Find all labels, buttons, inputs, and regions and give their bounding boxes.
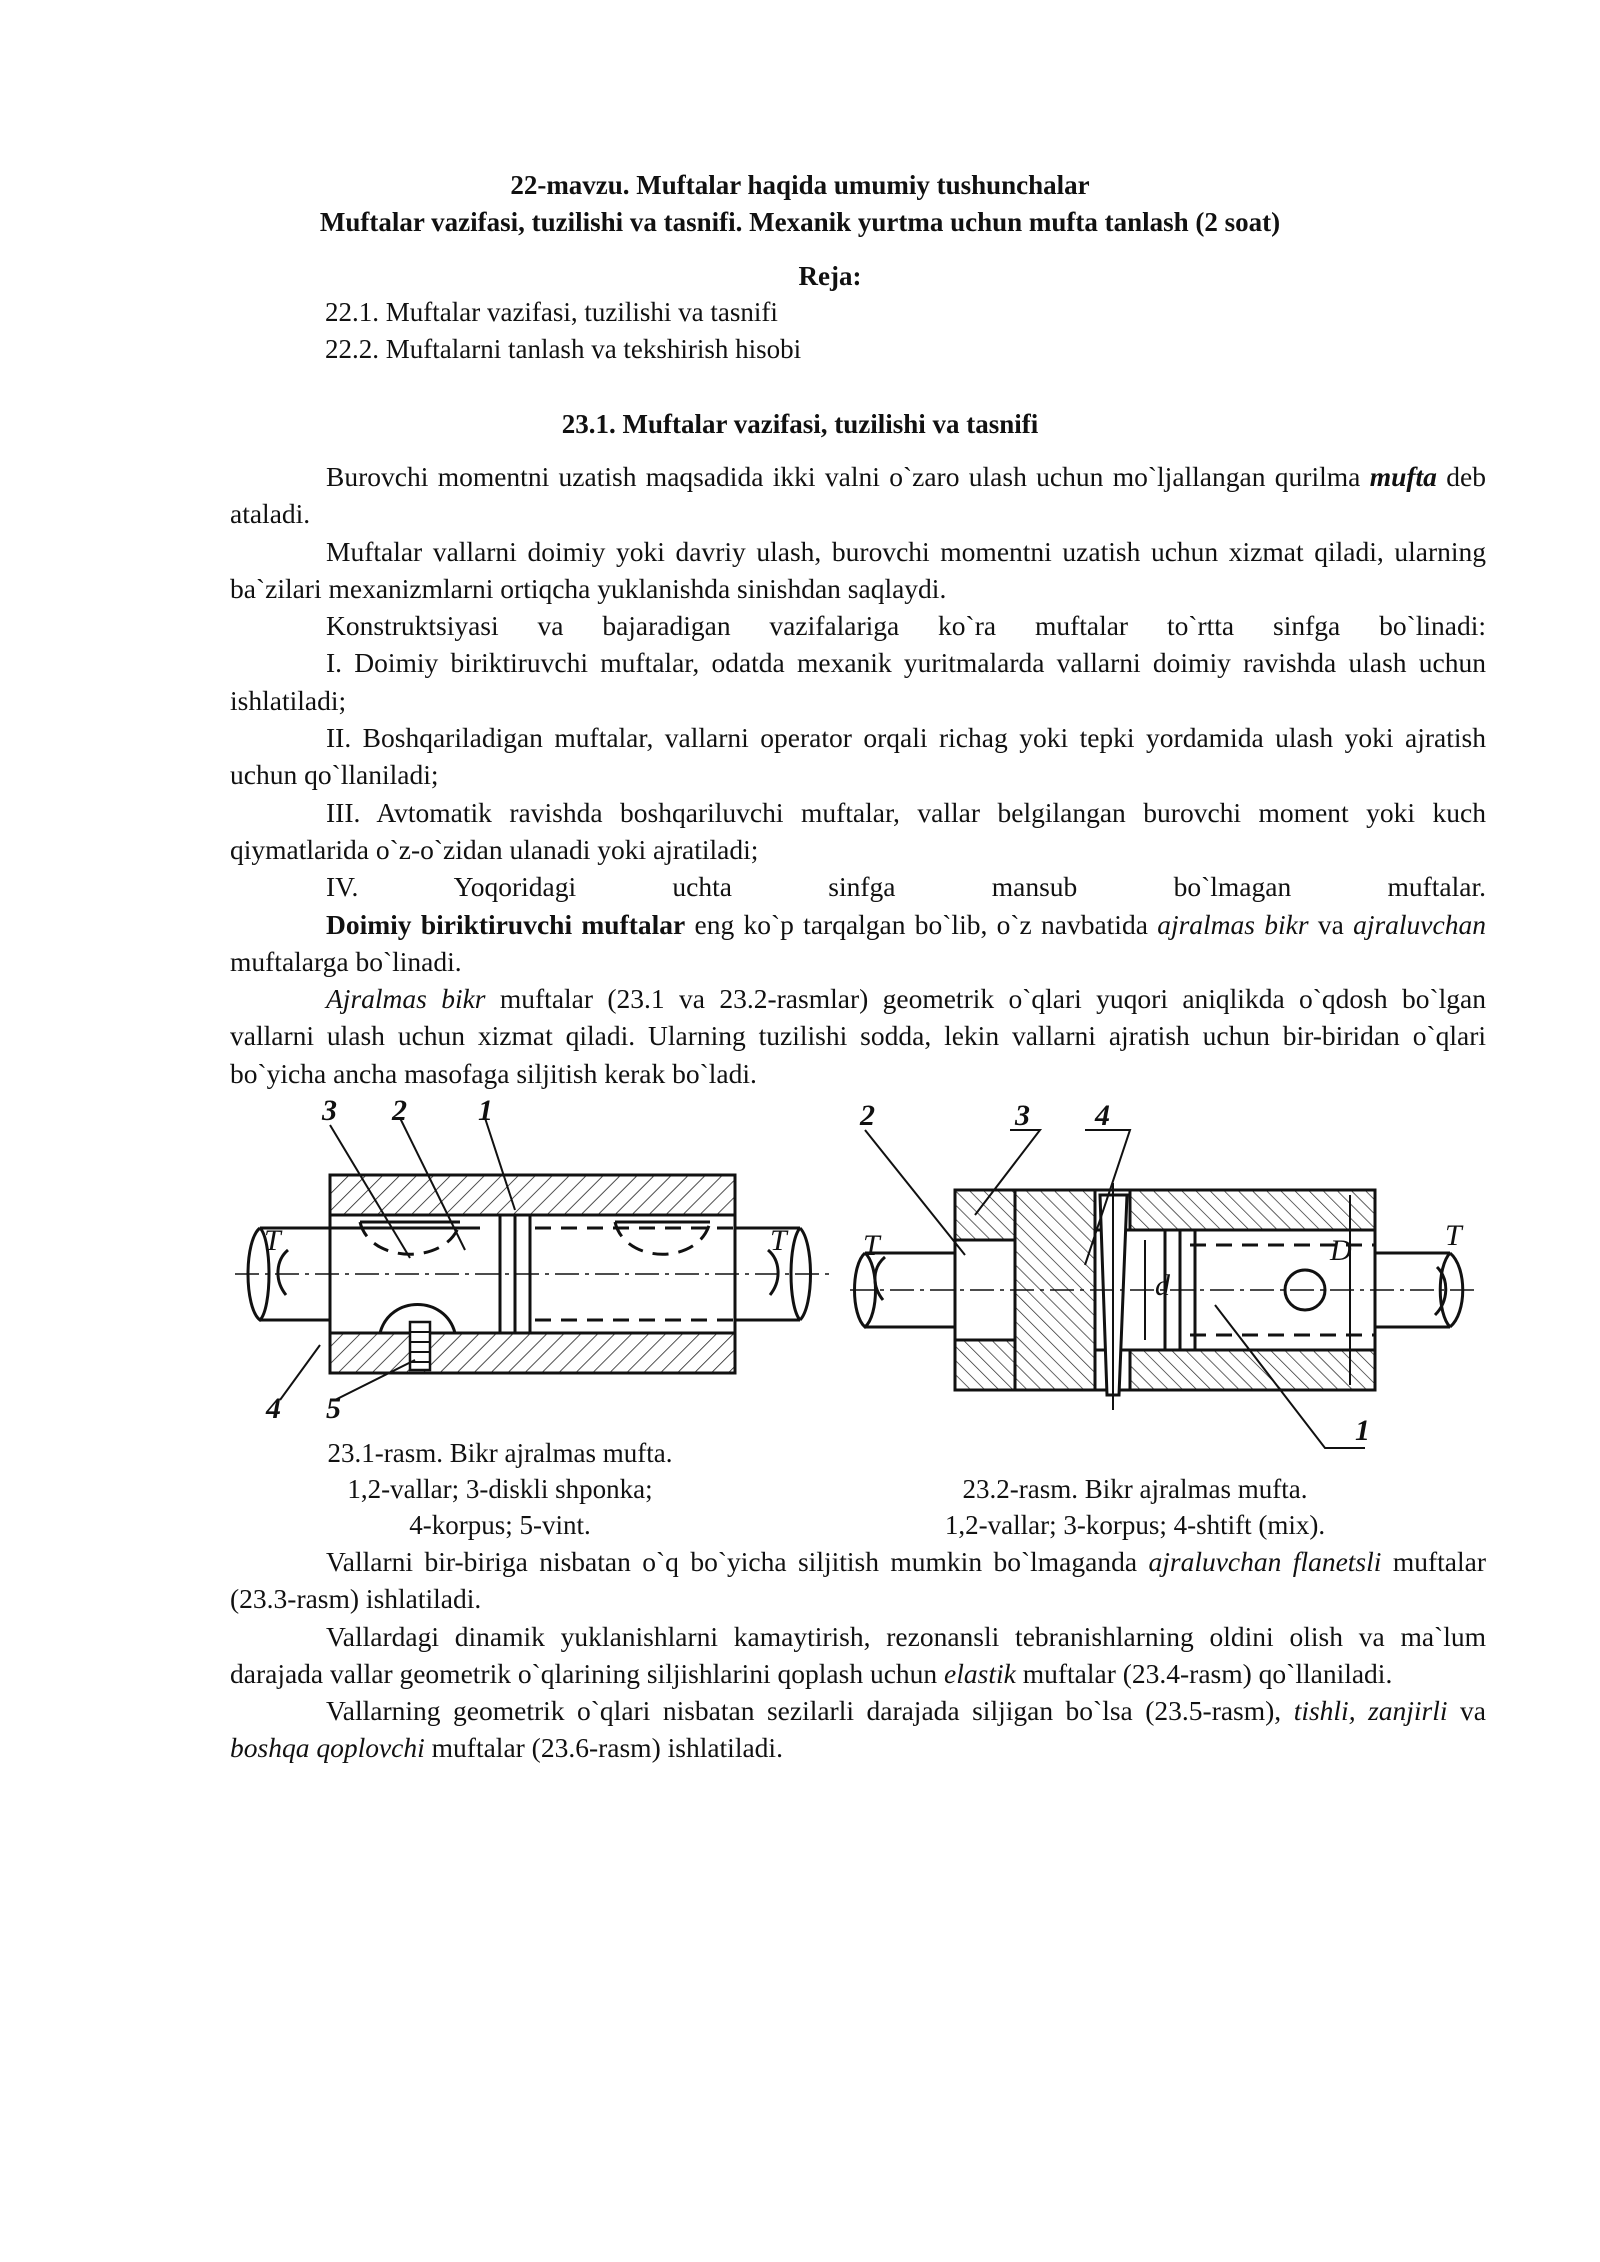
paragraph: IV. Yoqoridagi uchta sinfga mansub bo`lmagan muftalar. (326, 871, 1486, 903)
paragraph: Konstruktsiyasi va bajaradigan vazifalariga ko`ra muftalar to`rtta sinfga bo`linadi: (326, 610, 1486, 642)
figure-23-2 (845, 1095, 1480, 1475)
topic-subtitle: Muftalar vazifasi, tuzilishi va tasnifi. Mexanik yurtma uchun mufta tanlash (2 soat) (319, 207, 1281, 237)
caption-line: 1,2-vallar; 3-diskli shponka; (347, 1474, 653, 1504)
paragraph: Vallarning geometrik o`qlari nisbatan sezilarli darajada siljigan bo`lsa (23.5-rasm), tishli, zanjirli va boshqa qoplovchi muftalar (23.6-rasm) ishlatiladi. (230, 1695, 1486, 1764)
torque-label-right: T (770, 1224, 787, 1257)
callout-1: 1 (478, 1094, 493, 1127)
caption-line: 1,2-vallar; 3-korpus; 4-shtift (mix). (944, 1510, 1326, 1540)
torque-label-left: T (264, 1224, 281, 1257)
section-heading: 23.1. Muftalar vazifasi, tuzilishi va tasnifi (561, 409, 1039, 439)
caption-line: 4-korpus; 5-vint. (409, 1510, 591, 1540)
paragraph: Muftalar vallarni doimiy yoki davriy ulash, burovchi momentni uzatish uchun xizmat qiladi, ularning ba`zilari mexanizmlarni ortiqcha yuklanishda sinishdan saqlaydi. (230, 535, 1486, 604)
paragraph: Vallardagi dinamik yuklanishlarni kamaytirish, rezonansli tebranishlarning oldini olish va ma`lum darajada vallar geometrik o`qlarining siljishlarini qoplash uchun elastik muftalar (23.4-rasm) qo`llaniladi. (230, 1620, 1486, 1689)
paragraph: Doimiy biriktiruvchi muftalar eng ko`p tarqalgan bo`lib, o`z navbatida ajralmas bikr va ajraluvchan muftalarga bo`linadi. (230, 908, 1486, 977)
pin (1100, 1183, 1127, 1410)
callout-4: 4 (266, 1392, 281, 1425)
caption-line: 23.2-rasm. Bikr ajralmas mufta. (962, 1474, 1308, 1504)
callout-3: 3 (1015, 1099, 1030, 1132)
callout-2: 2 (392, 1094, 407, 1127)
figure-23-1 (230, 1090, 830, 1430)
torque-label-left: T (863, 1229, 880, 1262)
plan-item: 22.2. Muftalarni tanlash va tekshirish hisobi (325, 334, 802, 364)
plan-item: 22.1. Muftalar vazifasi, tuzilishi va tasnifi (325, 297, 778, 327)
plan-heading: Reja: (798, 261, 862, 291)
paragraph: II. Boshqariladigan muftalar, vallarni operator orqali richag yoki tepki yordamida ulash yoki ajratish uchun qo`llaniladi; (230, 722, 1486, 791)
body-text-top (230, 458, 1486, 1092)
figure-23-2-caption (905, 1471, 1365, 1543)
paragraph: Ajralmas bikr muftalar (23.1 va 23.2-rasmlar) geometrik o`qlari yuqori aniqlikda o`qdosh bo`lgan vallarni ulash uchun xizmat qiladi. Ularning tuzilishi sodda, lekin vallarni ajratish uchun bir-biridan o`qlari bo`yicha ancha masofaga siljitish kerak bo`ladi. (230, 983, 1487, 1089)
paragraph: Vallarni bir-biriga nisbatan o`q bo`yicha siljitish mumkin bo`lmaganda ajraluvchan flanetsli muftalar (23.3-rasm) ishlatiladi. (230, 1546, 1486, 1615)
torque-label-right: T (1445, 1219, 1462, 1252)
callout-5: 5 (326, 1392, 341, 1425)
callout-2: 2 (860, 1099, 875, 1132)
topic-title: 22-mavzu. Muftalar haqida umumiy tushunchalar (510, 170, 1090, 200)
paragraph: III. Avtomatik ravishda boshqariluvchi muftalar, vallar belgilangan burovchi moment yoki kuch qiymatlarida o`z-o`zidan ulanadi yoki ajratiladi; (230, 796, 1486, 865)
dim-D: D (1330, 1234, 1352, 1267)
body-text-bottom (230, 1543, 1486, 1767)
callout-4: 4 (1095, 1099, 1110, 1132)
figure-23-1-caption (290, 1435, 710, 1543)
callout-1: 1 (1355, 1414, 1370, 1447)
paragraph: I. Doimiy biriktiruvchi muftalar, odatda mexanik yuritmalarda vallarni doimiy ravishda ulash uchun ishlatiladi; (230, 647, 1486, 716)
caption-line: 23.1-rasm. Bikr ajralmas mufta. (327, 1438, 673, 1468)
paragraph: Burovchi momentni uzatish maqsadida ikki valni o`zaro ulash uchun mo`ljallangan qurilma mufta deb ataladi. (230, 461, 1486, 530)
dim-d: d (1155, 1269, 1170, 1302)
callout-3: 3 (322, 1094, 337, 1127)
